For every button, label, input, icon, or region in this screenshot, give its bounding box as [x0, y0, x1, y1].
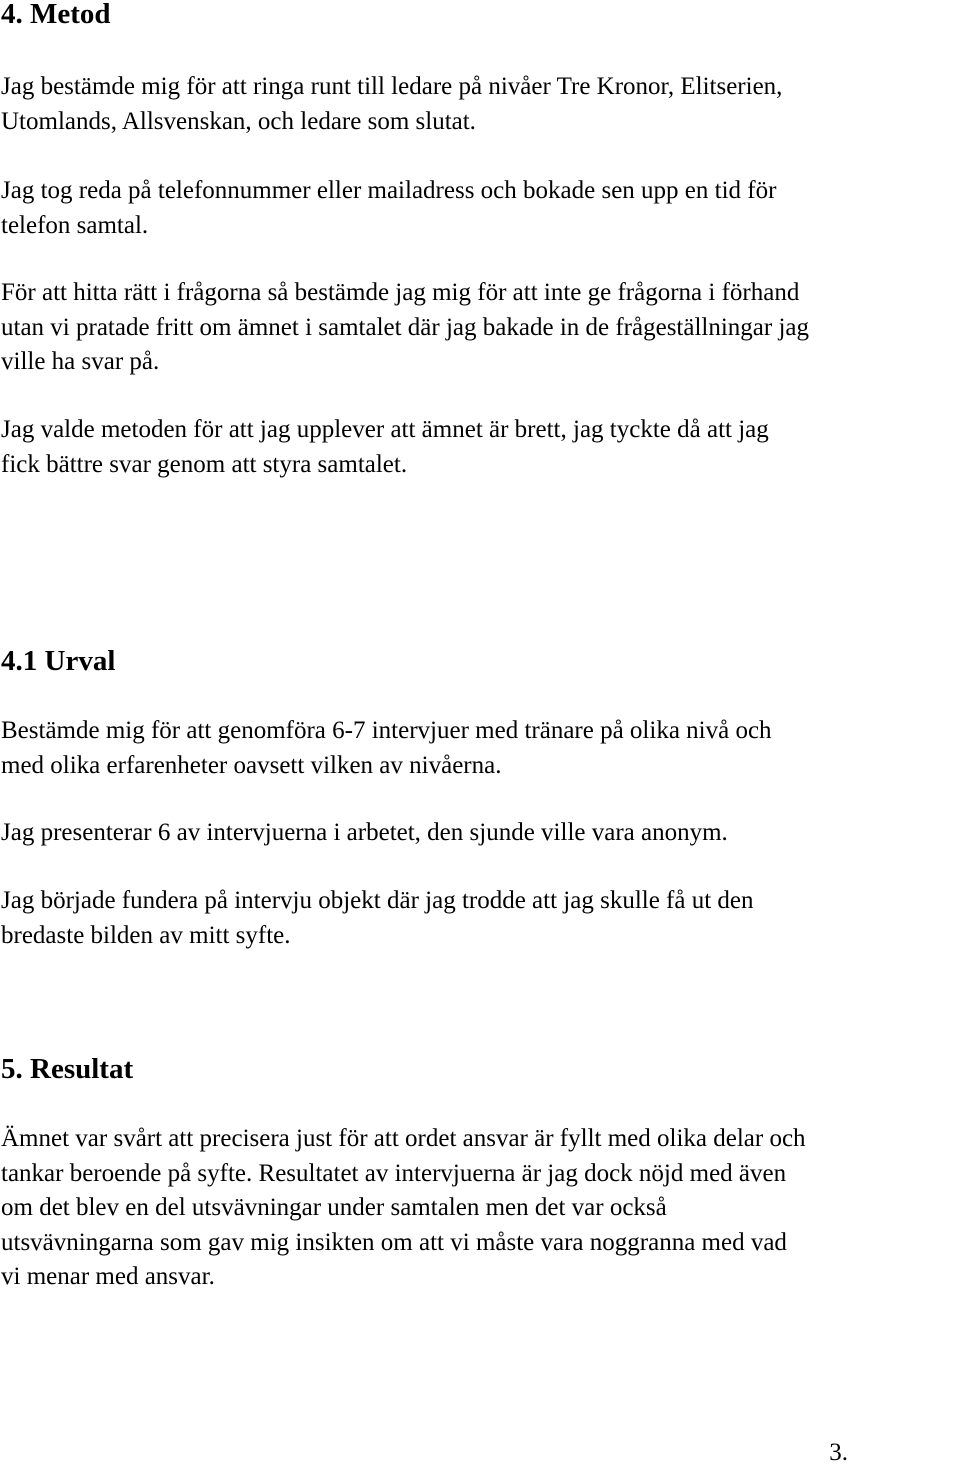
- text-line: om det blev en del utsvävningar under samtalen men det var också: [1, 1194, 667, 1221]
- text-line: Jag valde metoden för att jag upplever att ämnet är brett, jag tyckte då att jag: [1, 416, 769, 443]
- paragraph-metod-3: [1, 276, 959, 380]
- text-line: Bestämde mig för att genomföra 6-7 intervjuer med tränare på olika nivå och: [1, 717, 772, 744]
- section-heading-urval: 4.1 Urval: [1, 645, 116, 677]
- text-line: Jag presenterar 6 av intervjuerna i arbetet, den sjunde ville vara anonym.: [1, 819, 728, 846]
- text-line: fick bättre svar genom att styra samtalet.: [1, 450, 408, 478]
- section-heading-metod: 4. Metod: [1, 0, 111, 30]
- text-line: Jag bestämde mig för att ringa runt till ledare på nivåer Tre Kronor, Elitserien,: [1, 73, 783, 100]
- text-line: med olika erfarenheter oavsett vilken av nivåerna.: [1, 751, 502, 779]
- text-line: Ämnet var svårt att precisera just för att ordet ansvar är fyllt med olika delar och: [1, 1125, 806, 1152]
- text-line: telefon samtal.: [1, 211, 149, 239]
- text-line: Jag började fundera på intervju objekt där jag trodde att jag skulle få ut den: [1, 887, 754, 914]
- text-line: utan vi pratade fritt om ämnet i samtalet där jag bakade in de frågeställningar jag: [1, 313, 810, 341]
- text-line: bredaste bilden av mitt syfte.: [1, 921, 291, 949]
- section-heading-resultat: 5. Resultat: [1, 1053, 134, 1085]
- paragraph-metod-2: [1, 174, 959, 243]
- text-line: ville ha svar på.: [1, 348, 160, 375]
- text-line: För att hitta rätt i frågorna så bestämde jag mig för att inte ge frågorna i förhand: [1, 279, 800, 306]
- page-number: 3.: [829, 1439, 848, 1466]
- paragraph-metod-4: [1, 413, 959, 482]
- text-line: Utomlands, Allsvenskan, och ledare som slutat.: [1, 107, 476, 135]
- paragraph-urval-2: [1, 816, 959, 851]
- paragraph-metod-1: [1, 70, 959, 139]
- paragraph-urval-1: [1, 714, 959, 783]
- paragraph-resultat-1: [1, 1122, 959, 1295]
- text-line: Jag tog reda på telefonnummer eller mailadress och bokade sen upp en tid för: [1, 177, 777, 204]
- text-line: utsvävningarna som gav mig insikten om att vi måste vara noggranna med vad: [1, 1228, 787, 1256]
- text-line: vi menar med ansvar.: [1, 1263, 215, 1290]
- text-line: tankar beroende på syfte. Resultatet av intervjuerna är jag dock nöjd med även: [1, 1159, 787, 1187]
- paragraph-urval-3: [1, 884, 959, 953]
